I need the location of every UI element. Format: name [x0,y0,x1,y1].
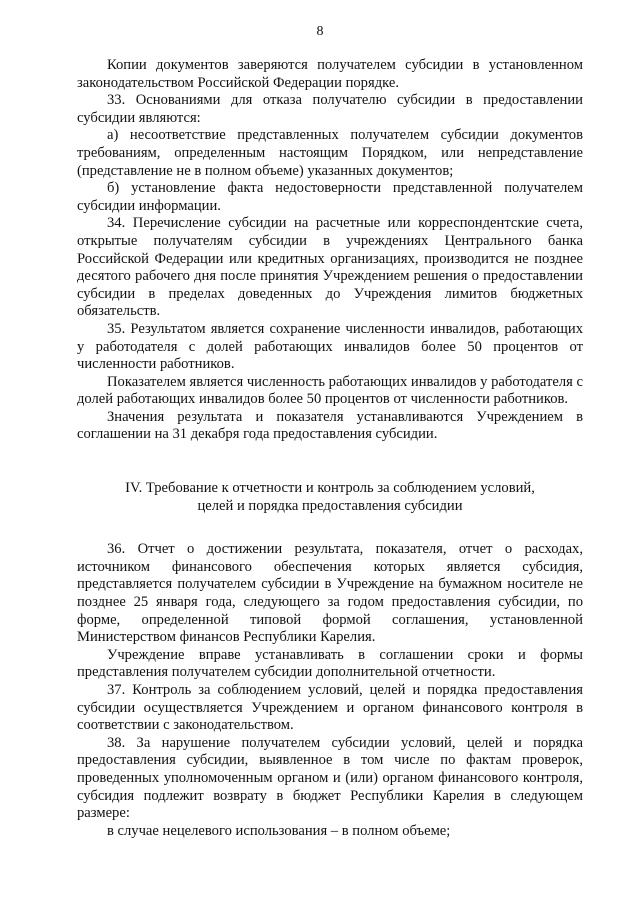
spacer [77,444,583,480]
paragraph-33-b: б) установление факта недостоверности представленной получателем субсидии информации. [77,180,583,214]
paragraph-misuse: в случае нецелевого использования – в полном объеме; [107,822,451,839]
paragraph-additional-reporting: Учреждение вправе устанавливать в соглашении сроки и формы представления получателем субсидии дополнительной отчетности. [77,646,583,681]
paragraph-35: 35. Результатом является сохранение численности инвалидов, работающих у работодателя с долей работающих инвалидов более 50 процентов от численности работников. [77,320,583,373]
paragraph-34: 34. Перечисление субсидии на расчетные или корреспондентские счета, открытые получателям субсидии в учреждениях Центрального банка Российской Федерации или кредитных организациях, производится не позднее десятого рабочего дня после принятия Учреждением решения о предоставлении субсидии в пределах доведенных до Учреждения лимитов бюджетных обязательств. [77,215,583,320]
section-heading-line-1: IV. Требование к отчетности и контроль за соблюдением условий, [125,480,535,497]
paragraph-values: Значения результата и показателя устанавливаются Учреждением в соглашении на 31 декабря года предоставления субсидии. [77,408,583,443]
section-heading-line-2: целей и порядка предоставления субсидии [197,497,463,514]
paragraph-37: 37. Контроль за соблюдением условий, целей и порядка предоставления субсидии осуществляется Учреждением и органом финансового контроля в соответствии с законодательством. [77,682,583,734]
paragraph-copies: Копии документов заверяются получателем субсидии в установленном законодательством Российской Федерации порядке. [77,57,583,91]
paragraph-33: 33. Основаниями для отказа получателю субсидии в предоставлении субсидии являются: [77,92,583,126]
spacer [77,515,583,541]
paragraph-indicator: Показателем является численность работающих инвалидов у работодателя с долей работающих инвалидов более 50 процентов от численности работников. [77,373,583,408]
document-body [77,57,583,840]
paragraph-33-a: а) несоответствие представленных получателем субсидии документов требованиям, определенным настоящим Порядком, или непредставление (представление не в полном объеме) указанных документов; [77,127,583,179]
paragraph-38: 38. За нарушение получателем субсидии условий, целей и порядка предоставления субсидии, выявленное в том числе по фактам проверок, проведенных уполномоченным органом и (или) органом финансового контроля, субсидия подлежит возврату в бюджет Республики Карелия в следующем размере: [77,734,583,822]
page-number: 8 [316,24,324,39]
paragraph-36: 36. Отчет о достижении результата, показателя, отчет о расходах, источником финансового обеспечения которых является субсидия, представляется получателем субсидии в Учреждение на бумажном носителе не позднее 25 января года, следующего за годом предоставления субсидии, по форме, определенной типовой формой соглашения, установленной Министерством финансов Республики Карелия. [77,541,583,646]
